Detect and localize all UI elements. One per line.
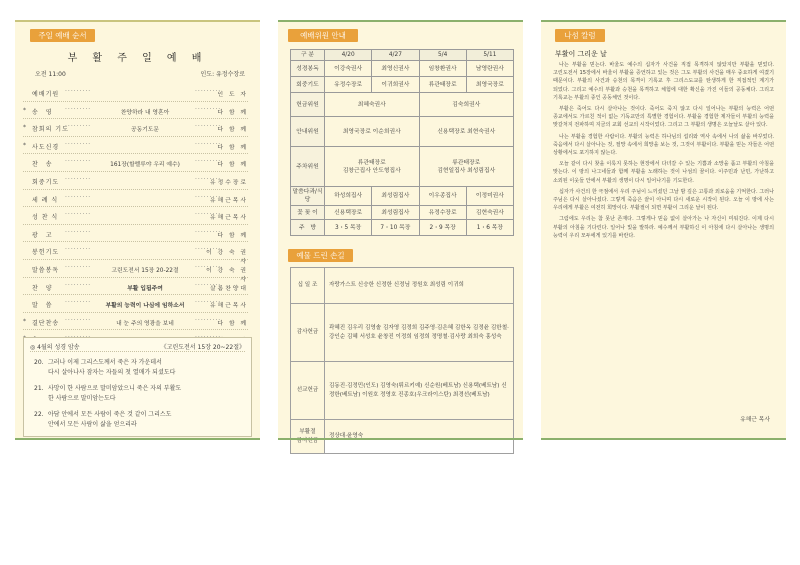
offering-names: 곽혜진 김우리 김영솔 김자영 김정희 김주영·김은혜 김한옥 김정윤 김한철·강인순 김혜 서성호 윤창진 이정희 임정희 정명철·김사랑 최희숙 홍성숙 [325, 304, 514, 362]
dot-leader: ········· [195, 88, 222, 95]
order-item-name: 예배기원 [32, 91, 60, 98]
duty-cell: 최성림집사 [372, 187, 419, 206]
scripture-memory-box [23, 337, 252, 437]
order-row [23, 172, 248, 190]
order-item-leader: 다 함 께 [217, 162, 248, 169]
duty-cell: 남영란권사 [466, 61, 513, 77]
duty-cell: 유정수장로 [419, 206, 466, 220]
duty-cell: 류관태장로 [419, 77, 466, 93]
order-item-leader: 유정수장로 [210, 179, 248, 186]
order-item-leader: 유해근목사 [210, 197, 248, 204]
duty-header-cell: 5/4 [419, 50, 466, 61]
verse-line: 아담 안에서 모든 사람이 죽은 것 같이 그리스도 [48, 411, 172, 418]
order-item-name: 결단찬송 [32, 319, 60, 327]
offering-label: 부활절 감사헌금 [291, 420, 325, 454]
duty-cell: 최혜숙권사 [325, 93, 420, 117]
verse-item [36, 410, 245, 430]
dot-leader: ········· [195, 228, 222, 236]
duty-table [290, 49, 514, 236]
dot-leader: ········· [65, 228, 92, 236]
order-item-leader: 이 강 숙 권 사 [206, 250, 248, 266]
duty-cell: 최영국장로 이순희권사 [325, 117, 420, 147]
standing-mark: * [23, 106, 26, 114]
duty-row-label: 꽃 꽂 이 [291, 206, 325, 220]
verse-item [36, 358, 245, 378]
verse-line: 사망이 한 사람으로 말미암았으니 죽은 자의 부활도 [48, 385, 182, 392]
order-row [23, 313, 248, 331]
duty-cell: 최성림집사 [372, 206, 419, 220]
column-paragraph: 부활은 죽어도 다시 살아나는 것이다. 죽어도 죽지 않고 다시 일어나는 부활의 능력은 어떤 종교에서도 가르친 적이 없는 기독교만의 특별한 경험이다. 부활을 경험한 제자들이 부활의 능력을 맞갈처지 전파하며 지금의 교회 선교의 시작이었다. 그리고 그 부활의 생명은 오늘날도 살아 있다. [553, 106, 774, 129]
offering-row [291, 304, 514, 362]
duty-cell: 임창환권사 [419, 61, 466, 77]
order-item-name: 봉헌기도 [32, 249, 60, 257]
duty-panel [278, 20, 523, 444]
duty-cell: 하성희집사 [325, 187, 372, 206]
duty-cell: 이우종집사 [419, 187, 466, 206]
verse-item [36, 384, 245, 404]
duty-row-label: 말씀다과/식당 [291, 187, 325, 206]
order-row [23, 154, 248, 172]
dot-leader: ········· [65, 105, 92, 113]
column-paragraph: 그럼에도 우리는 참 못난 존재다. 그렇게나 믿음 없이 살아가는 나 자신이 미워진다. 이제 다시 부활의 아침을 기다린다. 일어나 빛을 발하라. 예수께서 부활하신 이 아침에 다시 살아나는 생명의 능력이 우리 모두에게 있기를 바란다. [553, 216, 774, 239]
order-item-leader: 다 함 께 [217, 232, 248, 239]
verse-line: 안에서 모든 사람이 삶을 얻으리라 [48, 421, 137, 428]
order-item-content: 고린도전서 15장 20-22절 [111, 267, 179, 274]
duty-cell: 김현숙권사 [466, 206, 513, 220]
standing-mark: * [23, 317, 26, 325]
order-item-name: 말 씀 [32, 302, 53, 310]
order-item-name: 광 고 [32, 231, 53, 239]
duty-row-label: 주차위원 [291, 147, 325, 187]
dot-leader: ········· [65, 263, 92, 271]
order-item-name: 성 찬 식 [32, 214, 59, 222]
order-item-name: 세 례 식 [32, 196, 59, 204]
duty-header-cell: 4/20 [325, 50, 372, 61]
verse-line: 그러나 이제 그리스도께서 죽은 자 가운데서 [48, 359, 162, 366]
duty-cell: 최영국장로 [466, 77, 513, 93]
offering-names: 정상대·윤영숙 [325, 420, 514, 454]
order-item-name: 참회의 기도 [32, 126, 69, 134]
dot-leader: ········· [65, 316, 92, 324]
offering-row [291, 268, 514, 304]
dot-leader: ········· [65, 299, 92, 307]
duty-header-cell: 5/11 [466, 50, 513, 61]
duty-cell: 신용택장로 [325, 206, 372, 220]
dot-leader: ········· [195, 281, 222, 289]
duty-cell: 이귀희권사 [372, 77, 419, 93]
column-tag: 나섬 칼럼 [555, 29, 605, 42]
order-item-content: 내 눈 주의 영광을 보네 [116, 320, 174, 327]
duty-cell: 신용택장로 최현숙권사 [419, 117, 514, 147]
dot-leader: ········· [195, 263, 222, 271]
duty-row-label: 주 방 [291, 220, 325, 236]
worship-order-panel [15, 20, 260, 440]
dot-leader: ········· [195, 140, 222, 148]
dot-leader: ········· [195, 193, 222, 201]
order-row [23, 84, 248, 102]
order-item-name: 송 영 [32, 108, 53, 116]
duty-row [291, 117, 514, 147]
verse-number: 21. [34, 385, 44, 392]
dot-leader: ········· [65, 88, 92, 95]
column-paragraph: 나는 부활을 믿는다. 바울도 예수의 십자가 사건을 직접 목격하지 않았지만 부활을 믿었다. 고린도전서 15장에서 바울이 부활을 증언하고 있는 것은 그도 부활의 사건을 매우 중요하게 여겼기 때문이다. 부활의 사건과 승천의 목격이 기록교 후 그리스도교를 탄생하게 한 직접적인 계기가 되었다. 그리고 예수의 부활과 승천을 목격하고 체험에 대한 확신을 가진 이들의 공동체다. 그리고 기록교는 부활의 종인 공동체인 것이다. [553, 62, 774, 101]
dot-leader: ········· [195, 316, 222, 324]
order-item-leader: 유해근목사 [210, 303, 248, 310]
offering-row [291, 420, 514, 454]
scripture-memory-ref: 《고린도전서 15장 20~22절》 [160, 344, 245, 351]
order-row [23, 190, 248, 208]
column-paragraph: 십자가 사건의 한 극점에서 우리 주님이 느끼셨던 그날 밤 깊은 고통과 외로움을 기억한다. 그러나 주님은 다시 살아나셨다. 그렇게 죽음은 끝이 아니며 다시 새로운 시작이 된다. 오늘 이 땅에 사는 우리에게 부활은 여전히 희망이다. 부활절이 되면 부활이 그리운 날이 된다. [553, 188, 774, 212]
duty-header-row [291, 50, 514, 61]
offering-row [291, 362, 514, 420]
duty-cell: 김숙희권사 [419, 93, 514, 117]
offering-names: 자랑가스트 신승한 신정한 신정님 정원호 최성림 이귀희 [325, 268, 514, 304]
duty-cell: 류관태장로 김창근집사 안도형집사 [325, 147, 420, 187]
order-row [23, 242, 248, 266]
dot-leader: ········· [195, 211, 222, 219]
dot-leader: ········· [65, 193, 92, 201]
order-item-name: 사도신경 [32, 143, 60, 151]
dot-leader: ········· [65, 246, 92, 254]
duty-cell: 이정미권사 [466, 187, 513, 206]
verse-line: 다시 살아나사 잠자는 자들의 첫 열매가 되셨도다 [48, 369, 176, 376]
offering-table [290, 267, 514, 454]
duty-row [291, 77, 514, 93]
order-item-name: 말씀봉독 [32, 266, 60, 274]
worship-order-tag: 주일 예배 순서 [30, 29, 95, 42]
column-paragraph: 오늘 같이 다시 찾을 이룩지 못하는 현장에서 다녀갈 수 있는 기쁨과 소망을 품고 부활의 아침을 맞는다. 이 땅의 나그네들과 함께 부활을 노래하는 것이 나섬의 꿈이다. 이주민과 난민, 가난하고 소외된 이웃들 안에서 부활의 생명이 다시 일어나기를 기도한다. [553, 161, 774, 184]
order-item-content: 부활 입됩주여 [127, 285, 163, 292]
duty-cell: 유정수장로 [325, 77, 372, 93]
dot-leader: ········· [65, 158, 92, 166]
standing-mark: * [23, 141, 26, 149]
duty-header-cell: 4/27 [372, 50, 419, 61]
verse-number: 20. [34, 359, 44, 366]
dot-leader: ········· [195, 123, 222, 131]
column-panel [541, 20, 786, 440]
order-row [23, 102, 248, 120]
duty-row [291, 147, 514, 187]
dot-leader: ········· [195, 246, 222, 254]
duty-header-cell: 구 분 [291, 50, 325, 61]
scripture-memory-label: ◎ 4월의 성경 암송 [30, 344, 80, 351]
duty-row-label: 헌금위원 [291, 93, 325, 117]
offering-tag: 예물 드린 손길 [288, 249, 353, 262]
offering-names: 김동진·김정민(인도) 김영숙(튀르키예) 신순원(베트남) 신용택(베트남) 신정한(베트남) 이원호 정영호 진종호(우크라이스탄) 최경선(베트남) [325, 362, 514, 420]
order-item-name: 찬 양 [32, 284, 53, 292]
order-row [23, 295, 248, 313]
dot-leader: ········· [65, 140, 92, 148]
verse-line: 한 사람으로 말미암는도다 [48, 395, 116, 402]
dot-leader: ········· [195, 158, 222, 166]
offering-label: 십 일 조 [291, 268, 325, 304]
order-item-name: 회중기도 [32, 178, 60, 186]
service-time: 오전 11:00 [35, 71, 66, 78]
duty-row [291, 220, 514, 236]
duty-cell: 7・10 목장 [372, 220, 419, 236]
duty-row-label: 회중기도 [291, 77, 325, 93]
verse-number: 22. [34, 411, 44, 418]
order-item-leader: 다 함 께 [217, 320, 248, 327]
order-row [23, 137, 248, 155]
dot-leader: ········· [195, 299, 222, 307]
service-meta [35, 69, 245, 78]
order-item-content: 공동기도문 [131, 127, 159, 134]
order-item-leader: 유해근목사 [210, 215, 248, 222]
order-item-content: 찬양하라 내 영혼아 [120, 109, 170, 116]
duty-row [291, 61, 514, 77]
order-row [23, 225, 248, 243]
dot-leader: ········· [65, 175, 92, 183]
order-item-leader: 다 함 께 [217, 109, 248, 116]
order-item-leader: 이 강 숙 권 사 [206, 267, 248, 283]
order-item-leader: 다 함 께 [217, 127, 248, 134]
order-item-leader: 인 도 자 [217, 92, 248, 98]
dot-leader: ········· [65, 281, 92, 289]
dot-leader: ········· [195, 105, 222, 113]
offering-label: 감사헌금 [291, 304, 325, 362]
standing-mark: * [23, 124, 26, 132]
scripture-memory-header [30, 341, 245, 352]
service-title: 부 활 주 일 예 배 [67, 53, 208, 64]
column-title: 부활이 그리운 날 [555, 50, 607, 58]
duty-row [291, 206, 514, 220]
duty-cell: 이강숙권사 [325, 61, 372, 77]
duty-cell: 최영신권사 [372, 61, 419, 77]
column-signature: 유해근 목사 [740, 417, 770, 423]
order-item-leader: 살롬찬양대 [210, 285, 248, 292]
dot-leader: ········· [195, 175, 222, 183]
order-row [23, 119, 248, 137]
duty-cell: 1・6 목장 [466, 220, 513, 236]
dot-leader: ········· [65, 211, 92, 219]
duty-cell: 류관태장로 김현일집사 최성림집사 [419, 147, 514, 187]
service-leader: 인도: 유정수장로 [200, 71, 245, 78]
order-item-content: 부활의 능력이 나심에 임하소서 [105, 303, 185, 310]
order-row [23, 260, 248, 283]
order-item-content: 161장(할렐루야 우리 예수) [110, 162, 180, 169]
duty-row [291, 93, 514, 117]
duty-cell: 3・5 목장 [325, 220, 372, 236]
order-item-leader: 다 함 께 [217, 144, 248, 151]
column-body [553, 61, 774, 240]
duty-tag: 예배위원 안내 [288, 29, 358, 42]
offering-label: 선교헌금 [291, 362, 325, 420]
duty-row-label: 성경봉독 [291, 61, 325, 77]
duty-cell: 2・9 목장 [419, 220, 466, 236]
order-item-name: 찬 송 [32, 161, 53, 169]
order-row [23, 278, 248, 296]
dot-leader: ········· [65, 123, 92, 131]
duty-row [291, 187, 514, 206]
order-row [23, 207, 248, 225]
order-list [23, 84, 248, 348]
duty-row-label: 안내위원 [291, 117, 325, 147]
column-paragraph: 나는 부활을 경험한 사람이다. 부활의 능력은 하나님의 섭리와 역사 속에서 나의 삶을 바꾸었다. 죽음에서 다시 살아나는 것, 절망 속에서 희망을 보는 것, 그것이 부활이다. 부활을 믿는 자들은 어떤 상황에서도 포기하지 않는다. [553, 133, 774, 157]
